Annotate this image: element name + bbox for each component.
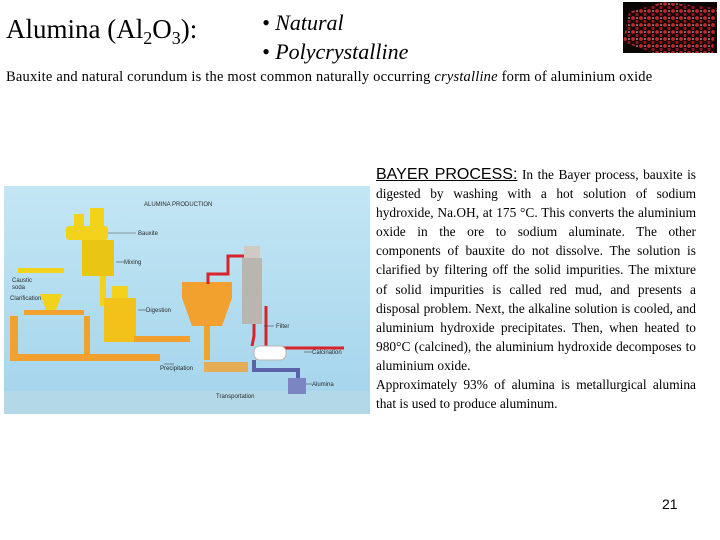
filter-unit <box>242 258 262 324</box>
slide-title: Alumina $(Al_2O_3)$: <box>6 14 198 48</box>
label-calcination: Calcination <box>312 350 342 356</box>
bauxite-hopper <box>74 214 84 228</box>
diagram-title: ALUMINA PRODUCTION <box>144 202 213 208</box>
bullet-natural: • Natural <box>262 10 344 35</box>
label-filter: Filter <box>276 324 290 330</box>
title-bullets <box>262 8 408 66</box>
bullet-polycrystalline: • Polycrystalline <box>262 39 409 64</box>
bayer-process-text <box>376 165 696 413</box>
label-transportation: Transportation <box>216 394 255 400</box>
bayer-body: In the Bayer process, bauxite is digested by washing with a hot solution of sodium hydroxide, Na.OH, at 175 °C. This converts the aluminium oxide in the ore to sodium aluminate. The other components of bauxite do not dissolve. The solution is clarified by filtering off the solid impurities. The mixture of solid impurities is called red mud, and presents a disposal problem. Next, the alkaline solution is cooled, and aluminium hydroxide precipitates. Then, when heated to 980°C (calcined), the aluminium hydroxide decomposes to aluminium oxide. <box>376 167 696 373</box>
label-alumina: Alumina <box>312 382 334 388</box>
label-soda: soda <box>12 285 26 291</box>
bayer-conclusion: Approximately 93% of alumina is metallurgical alumina that is used to produce aluminum. <box>376 377 696 412</box>
intro-text: Bauxite and natural corundum is the most common naturally occurring crystalline form of aluminium oxide <box>6 69 653 85</box>
alumina-tank <box>288 378 306 394</box>
label-caustic: Caustic <box>12 278 33 284</box>
mixing-tank <box>82 240 114 276</box>
label-mixing: Mixing <box>124 260 142 266</box>
alumina-production-diagram <box>4 186 370 414</box>
page-number: 21 <box>662 496 678 512</box>
label-precipitation: Precipitation <box>160 366 194 372</box>
label-clarification: Clarification <box>10 296 42 302</box>
bayer-heading: BAYER PROCESS: <box>376 166 518 183</box>
label-digestion: Digestion <box>146 308 172 314</box>
label-bauxite: Bauxite <box>138 231 159 237</box>
crystal-lattice-image <box>623 2 717 53</box>
digestion-tank <box>104 298 136 342</box>
